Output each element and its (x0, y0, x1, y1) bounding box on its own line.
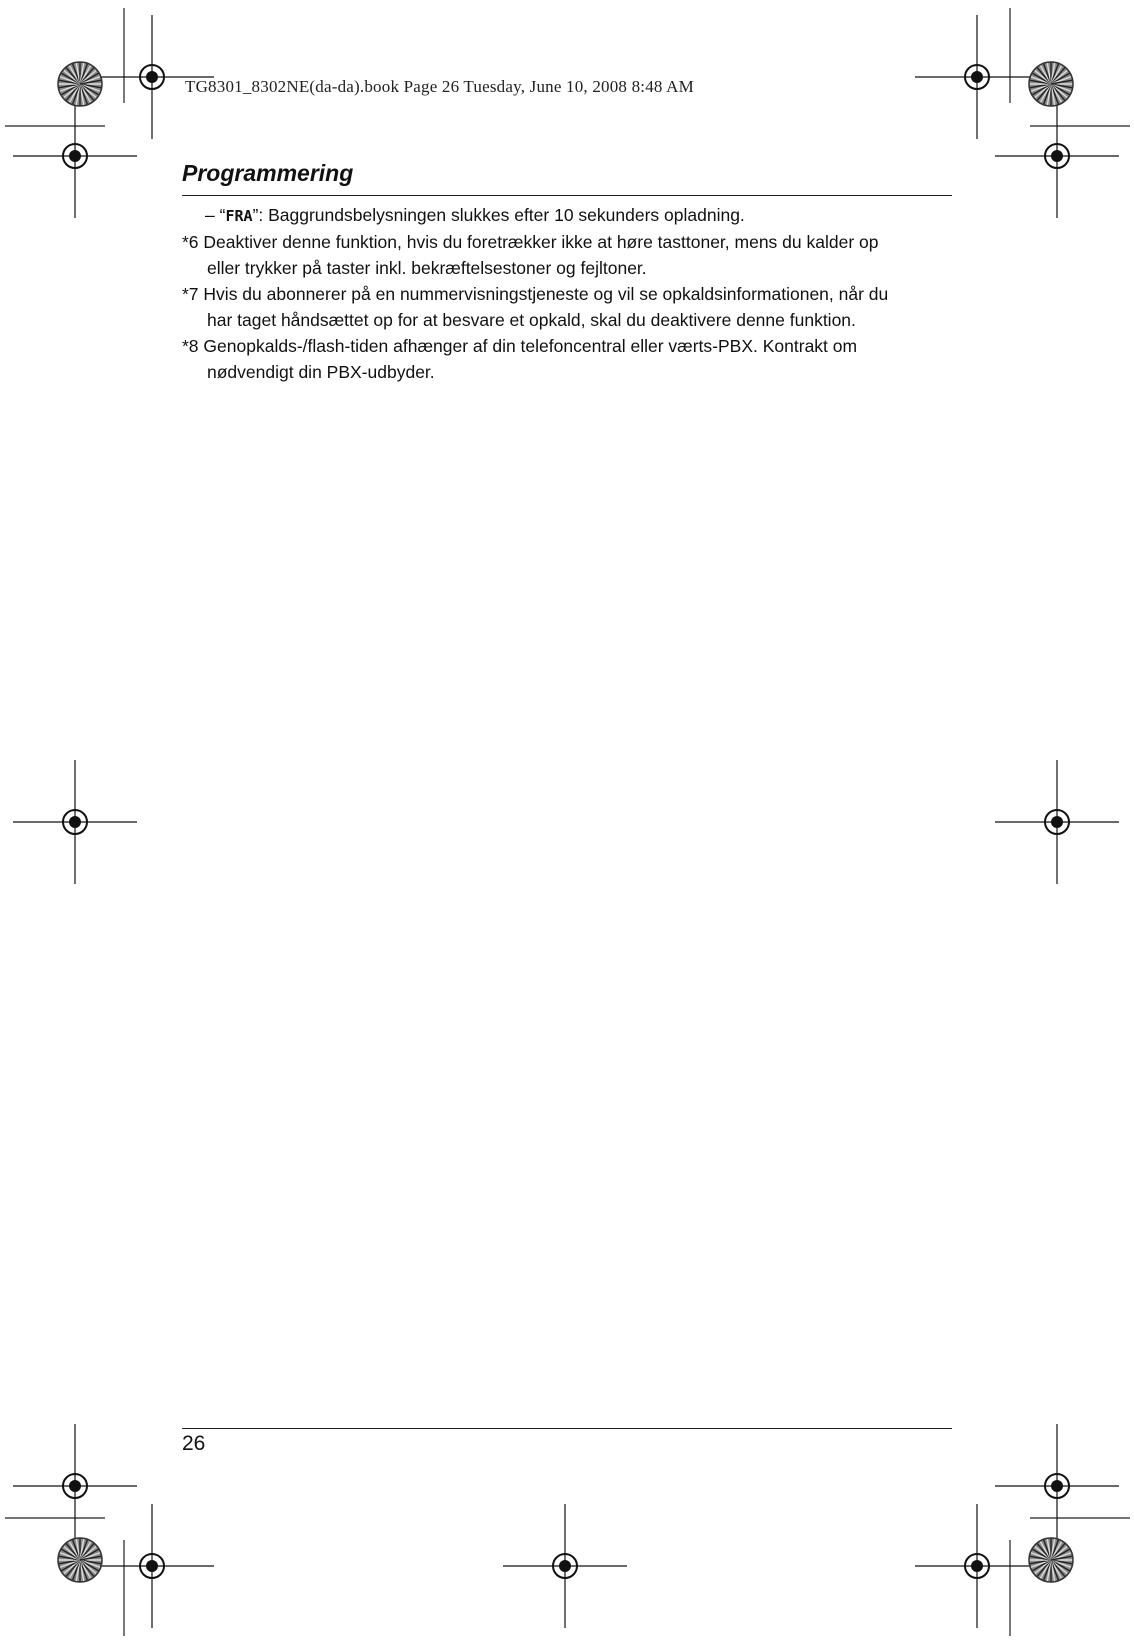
footnote-6-marker: *6 (182, 232, 199, 252)
footnote-8-line-1 (182, 333, 952, 359)
footnote-7-line-1 (182, 281, 952, 307)
footnote-7-marker: *7 (182, 284, 199, 304)
footnote-6-line-2: eller trykker på taster inkl. bekræftelsestoner og fejltoner. (207, 258, 647, 278)
footnote-8-marker: *8 (182, 336, 199, 356)
footnote-6-line-1 (182, 229, 952, 255)
fra-item (182, 202, 952, 229)
color-wheel-icon (1029, 62, 1073, 106)
crosshair-icon (13, 760, 137, 884)
crosshair-icon (503, 1504, 627, 1628)
crosshair-icon (995, 1424, 1119, 1548)
crosshair-icon (995, 94, 1119, 218)
page-number: 26 (182, 1432, 206, 1455)
footnote-6-text-1: Deaktiver denne funktion, hvis du foretrækker ikke at høre tasttoner, mens du kalder op (203, 232, 879, 252)
crosshair-icon (915, 1504, 1039, 1628)
body-text (182, 202, 952, 385)
color-wheel-icon (58, 62, 102, 106)
footnote-8-text-1: Genopkalds-/flash-tiden afhænger af din telefoncentral eller værts-PBX. Kontrakt om (203, 336, 858, 356)
dash: – (205, 205, 215, 225)
color-wheel-icon (58, 1538, 102, 1582)
title-rule (182, 195, 952, 196)
quote-open: “ (219, 205, 226, 225)
print-slug: TG8301_8302NE(da-da).book Page 26 Tuesday, June 10, 2008 8:48 AM (185, 77, 694, 96)
fra-text: : Baggrundsbelysningen slukkes efter 10 sekunders opladning. (258, 205, 745, 225)
footnote-7-line-2: har taget håndsættet op for at besvare et opkald, skal du deaktivere denne funktion. (207, 310, 856, 330)
color-wheel-icon (1029, 1538, 1073, 1582)
crosshair-icon (13, 1424, 137, 1548)
footer-rule (182, 1428, 952, 1429)
crosshair-icon (13, 94, 137, 218)
crosshair-icon (995, 760, 1119, 884)
crosshair-icon (90, 1504, 214, 1628)
crosshair-icon (915, 15, 1039, 139)
quote-close: ” (252, 205, 259, 225)
footnote-8-line-2: nødvendigt din PBX-udbyder. (207, 362, 435, 382)
footnote-7-text-1: Hvis du abonnerer på en nummervisningstjeneste og vil se opkaldsinformationen, når du (203, 284, 889, 304)
section-title: Programmering (182, 160, 354, 186)
fra-label: FRA (225, 207, 253, 225)
